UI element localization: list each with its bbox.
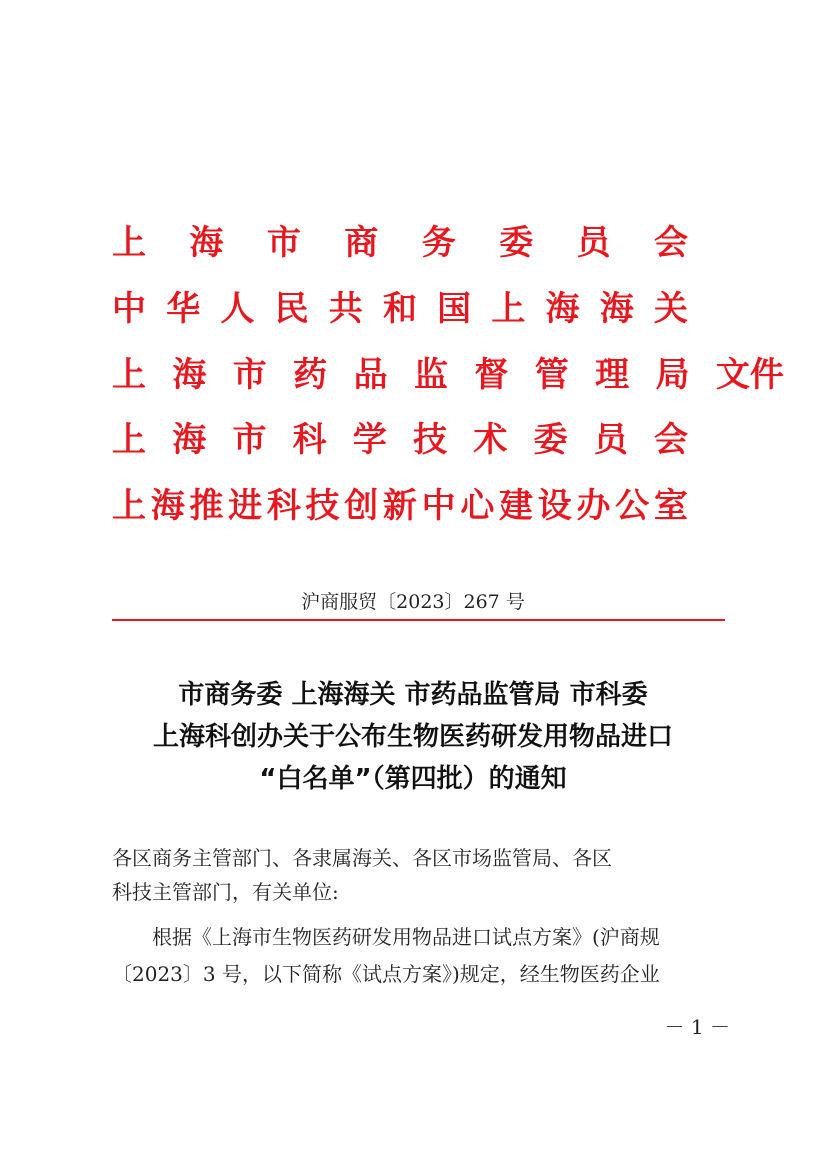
issuer-char: 室	[653, 486, 688, 526]
issuer-char: 新	[382, 486, 417, 526]
issuer-char: 华	[166, 289, 201, 329]
issuer-char: 办	[576, 486, 611, 526]
issuer-char: 设	[537, 486, 572, 526]
issuer-char: 市	[232, 420, 267, 460]
issuer-char: 上	[112, 223, 146, 263]
issuer-char: 国	[437, 289, 472, 329]
issuer-char: 学	[352, 420, 387, 460]
issuer-char: 科	[292, 420, 327, 460]
issuer-char: 药	[293, 355, 328, 395]
issuer-char: 会	[653, 420, 688, 460]
issuer-char: 督	[474, 355, 509, 395]
issuer-char: 术	[473, 420, 508, 460]
issuer-char: 民	[274, 289, 309, 329]
issuer-char: 技	[413, 420, 448, 460]
issuer-char: 上	[491, 289, 526, 329]
issuer-char: 员	[576, 223, 611, 263]
notice-title-line-2: 上海科创办关于公布生物医药研发用物品进口	[152, 722, 673, 752]
issuer-char: 会	[653, 223, 688, 263]
issuer-char: 建	[499, 486, 534, 526]
document-number: 沪商服贸〔2023〕267 号	[301, 591, 525, 613]
issuer-line-2	[112, 283, 688, 335]
red-divider-line	[112, 619, 725, 621]
issuer-char: 海	[172, 355, 207, 395]
issuer-char: 海	[545, 289, 580, 329]
addressee-line-2: 科技主管部门，有关单位:	[112, 880, 339, 904]
issuer-char: 创	[344, 486, 379, 526]
issuer-char: 海	[150, 486, 185, 526]
issuer-char: 文件	[715, 355, 784, 395]
issuer-line-1	[112, 217, 688, 269]
issuer-char: 上	[112, 486, 146, 526]
issuer-char: 和	[382, 289, 417, 329]
issuer-char: 市	[232, 355, 267, 395]
issuer-line-3	[112, 349, 784, 401]
issuer-char: 局	[655, 355, 690, 395]
issuer-char: 管	[534, 355, 569, 395]
issuer-char: 中	[421, 486, 456, 526]
page-number: － 1 －	[664, 1015, 730, 1039]
issuer-char: 海	[172, 420, 207, 460]
issuer-char: 商	[344, 223, 379, 263]
issuer-char: 人	[220, 289, 255, 329]
issuer-char: 员	[593, 420, 628, 460]
issuer-char: 委	[499, 223, 534, 263]
issuer-char: 进	[228, 486, 263, 526]
notice-title-line-3: “白名单”（第四批）的通知	[259, 764, 567, 794]
issuer-char: 品	[353, 355, 388, 395]
issuer-char: 海	[599, 289, 634, 329]
issuer-char: 心	[460, 486, 495, 526]
issuer-char: 上	[112, 355, 146, 395]
body-paragraph-line-1: 根据《上海市生物医药研发用物品进口试点方案》(沪商规	[112, 925, 660, 949]
issuer-char: 理	[595, 355, 630, 395]
issuer-char: 海	[189, 223, 224, 263]
issuer-char: 监	[413, 355, 448, 395]
issuer-char: 共	[328, 289, 363, 329]
notice-title-line-1: 市商务委 上海海关 市药品监管局 市科委	[178, 680, 648, 710]
addressee-line-1: 各区商务主管部门、各隶属海关、各区市场监管局、各区	[112, 846, 612, 870]
body-paragraph-line-2: 〔2023〕3 号，以下简称《试点方案》)规定，经生物医药企业	[112, 962, 660, 986]
issuer-line-4	[112, 414, 688, 466]
issuer-char: 市	[266, 223, 301, 263]
issuer-char: 务	[421, 223, 456, 263]
issuer-char: 公	[615, 486, 650, 526]
issuer-char: 中	[112, 289, 146, 329]
issuer-char: 委	[533, 420, 568, 460]
issuer-char: 上	[112, 420, 146, 460]
issuer-char: 推	[189, 486, 224, 526]
issuer-char: 技	[305, 486, 340, 526]
issuer-char: 科	[266, 486, 301, 526]
issuer-char: 关	[653, 289, 688, 329]
issuer-line-5	[112, 480, 688, 532]
